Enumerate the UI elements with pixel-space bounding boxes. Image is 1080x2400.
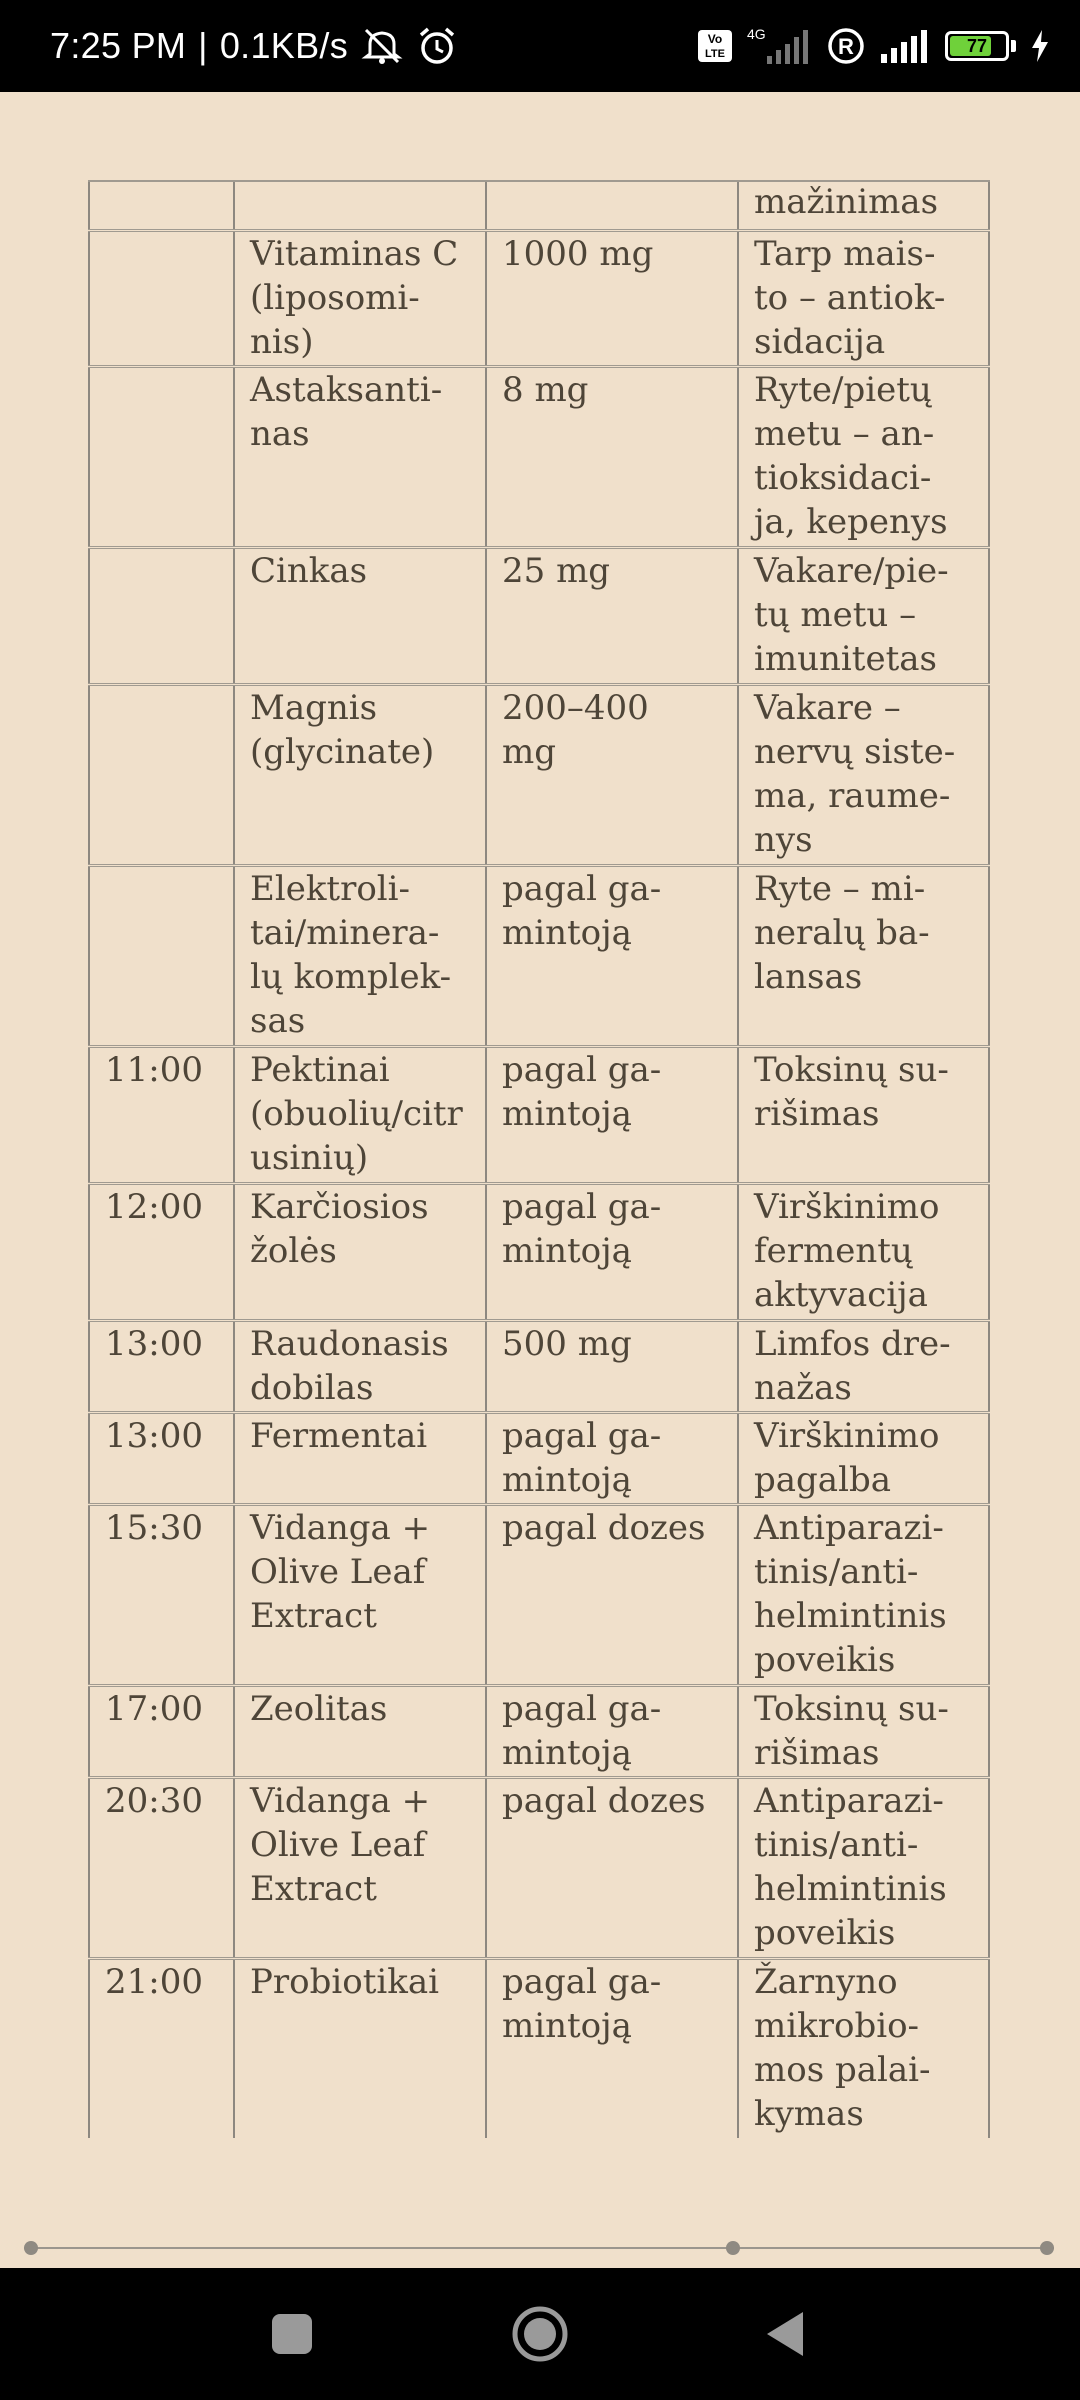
supplement-name-cell: Probiotikai (233, 1960, 485, 2138)
network-type-label: 4G (747, 26, 766, 42)
note-cell: Vakare/pie- tų metu – imunitetas (737, 549, 990, 683)
recent-apps-button[interactable] (232, 2268, 352, 2400)
status-bar (0, 0, 1080, 92)
note-cell: Limfos dre- nažas (737, 1322, 990, 1411)
time-cell: 17:00 (88, 1687, 233, 1776)
status-left (50, 0, 458, 92)
supplement-name-cell: Astaksanti- nas (233, 368, 485, 546)
battery-icon (945, 31, 1016, 61)
supplement-name-cell: Raudonasis dobilas (233, 1322, 485, 1411)
note-cell: Toksinų su- rišimas (737, 1048, 990, 1182)
dose-cell: pagal ga- mintoją (485, 1687, 737, 1776)
note-cell: Virškinimo fermentų aktyvacija (737, 1185, 990, 1319)
note-cell: Antiparazi- tinis/anti- helmintinis poveikis (737, 1506, 990, 1684)
time-cell: 13:00 (88, 1414, 233, 1503)
time-cell (88, 232, 233, 365)
note-cell: Antiparazi- tinis/anti- helmintinis poveikis (737, 1779, 990, 1957)
svg-text:R: R (838, 34, 854, 59)
horizontal-scrollbar[interactable] (24, 2237, 1054, 2259)
table-row (88, 1045, 990, 1182)
supplement-name-cell: Vidanga + Olive Leaf Extract (233, 1779, 485, 1957)
signal-icon (879, 28, 931, 64)
dose-cell: pagal ga- mintoją (485, 1048, 737, 1182)
status-right (697, 0, 1050, 92)
note-cell: Vakare – nervų siste- ma, raume- nys (737, 686, 990, 864)
back-icon (763, 2310, 807, 2358)
supplement-name-cell: Pektinai (obuolių/citr usinių) (233, 1048, 485, 1182)
dose-cell: pagal ga- mintoją (485, 1960, 737, 2138)
note-cell: Virškinimo pagalba (737, 1414, 990, 1503)
supplement-name-cell: Fermentai (233, 1414, 485, 1503)
note-cell: Ryte – mi- neralų ba- lansas (737, 867, 990, 1045)
time-cell: 15:30 (88, 1506, 233, 1684)
dose-cell: 1000 mg (485, 232, 737, 365)
4g-signal-icon (747, 26, 813, 66)
volte-icon (697, 29, 733, 63)
dose-cell: 500 mg (485, 1322, 737, 1411)
dose-cell: pagal ga- mintoją (485, 1414, 737, 1503)
table-row (88, 365, 990, 546)
table-row (88, 229, 990, 365)
mute-icon (360, 26, 404, 66)
table-row (88, 1957, 990, 2138)
time-cell: 21:00 (88, 1960, 233, 2138)
table-row (88, 180, 990, 229)
table-row (88, 1411, 990, 1503)
dose-cell: 8 mg (485, 368, 737, 546)
recent-apps-icon (270, 2312, 314, 2356)
scroll-track (24, 2247, 1054, 2249)
time-cell: 13:00 (88, 1322, 233, 1411)
svg-text:LTE: LTE (705, 48, 725, 60)
back-button[interactable] (725, 2268, 845, 2400)
time-cell (88, 867, 233, 1045)
time-cell: 11:00 (88, 1048, 233, 1182)
dose-cell (485, 182, 737, 229)
dose-cell: 25 mg (485, 549, 737, 683)
table-row (88, 1182, 990, 1319)
table-row (88, 1503, 990, 1684)
time-cell: 20:30 (88, 1779, 233, 1957)
clock: 7:25 PM (50, 25, 187, 66)
scroll-start-dot (24, 2241, 38, 2255)
charging-icon (1030, 29, 1050, 63)
battery-level: 77 (966, 35, 988, 56)
home-button[interactable] (480, 2268, 600, 2400)
table-row (88, 864, 990, 1045)
note-cell: Toksinų su- rišimas (737, 1687, 990, 1776)
supplement-name-cell: Zeolitas (233, 1687, 485, 1776)
supplement-name-cell: Karčiosios žolės (233, 1185, 485, 1319)
supplement-name-cell (233, 182, 485, 229)
note-cell: Ryte/pietų metu – an- tioksidaci- ja, kepenys (737, 368, 990, 546)
dose-cell: pagal dozes (485, 1779, 737, 1957)
time-cell (88, 182, 233, 229)
svg-text:Vo: Vo (707, 32, 723, 46)
supplement-name-cell: Elektroli- tai/minera- lų komplek- sas (233, 867, 485, 1045)
table-row (88, 1776, 990, 1957)
dose-cell: pagal ga- mintoją (485, 867, 737, 1045)
time-cell: 12:00 (88, 1185, 233, 1319)
dose-cell: pagal ga- mintoją (485, 1185, 737, 1319)
status-separator: | (198, 25, 208, 66)
time-cell (88, 549, 233, 683)
network-speed: 0.1KB/s (219, 25, 348, 66)
table-row (88, 546, 990, 683)
dose-cell: 200–400 mg (485, 686, 737, 864)
time-cell (88, 368, 233, 546)
supplement-name-cell: Magnis (glycinate) (233, 686, 485, 864)
supplement-schedule-table (88, 180, 990, 2138)
time-cell (88, 686, 233, 864)
roaming-icon (827, 27, 865, 65)
dose-cell: pagal dozes (485, 1506, 737, 1684)
note-cell: mažinimas (737, 182, 990, 229)
supplement-name-cell: Cinkas (233, 549, 485, 683)
note-cell: Tarp mais- to – antiok- sidacija (737, 232, 990, 365)
scroll-thumb[interactable] (726, 2241, 740, 2255)
alarm-icon (416, 25, 458, 67)
table-row (88, 1684, 990, 1776)
table-row (88, 683, 990, 864)
supplement-name-cell: Vitaminas C (liposomi- nis) (233, 232, 485, 365)
navigation-bar (0, 2268, 1080, 2400)
note-cell: Žarnyno mikrobio- mos palai- kymas (737, 1960, 990, 2138)
scroll-end-dot (1040, 2241, 1054, 2255)
supplement-name-cell: Vidanga + Olive Leaf Extract (233, 1506, 485, 1684)
document-view[interactable] (0, 92, 1080, 2268)
table-row (88, 1319, 990, 1411)
home-icon (510, 2304, 570, 2364)
